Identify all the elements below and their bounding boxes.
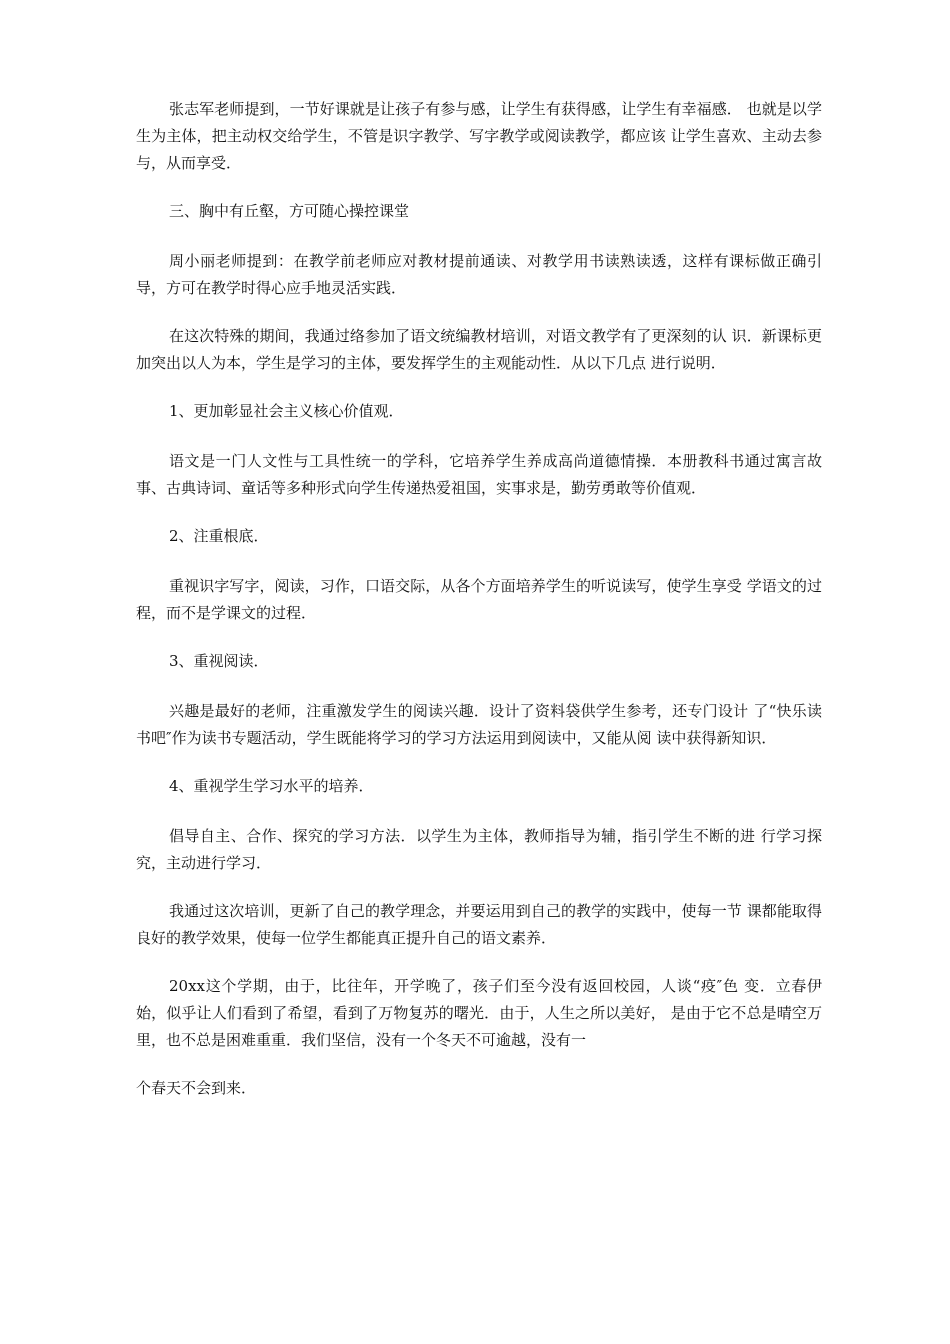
paragraph: 20xx这个学期，由于，比往年，开学晚了，孩子们至今没有返回校园，人谈“疫″色 变．立春伊始，似乎让人们看到了希望，看到了万物复苏的曙光．由于，人生之所以美好， 是由于它不总是晴空万里，也不总是困难重重．我们坚信，没有一个冬天不可逾越，没有一 xyxy=(136,977,822,1049)
paragraph: 兴趣是最好的老师，注重激发学生的阅读兴趣．设计了资料袋供学生参考，还专门设计 了“快乐读书吧″作为读书专题活动，学生既能将学习的学习方法运用到阅读中，又能从阅 读中获得新知识． xyxy=(136,702,822,747)
paragraph: 周小丽老师提到：在教学前老师应对教材提前通读、对教学用书读熟读透，这样有课标做正确引导，方可在教学时得心应手地灵活实践． xyxy=(136,252,822,297)
section-heading: 三、胸中有丘壑，方可随心操控课堂 xyxy=(169,202,410,220)
paragraph: 我通过这次培训，更新了自己的教学理念，并要运用到自己的教学的实践中，使每一节 课都能取得良好的教学效果，使每一位学生都能真正提升自己的语文素养． xyxy=(136,902,822,947)
list-heading: 1、更加彰显社会主义核心价值观． xyxy=(169,402,404,420)
list-heading: 3、重视阅读． xyxy=(169,652,269,670)
paragraph: 重视识字写字，阅读，习作，口语交际，从各个方面培养学生的听说读写，使学生享受 学语文的过程，而不是学课文的过程． xyxy=(136,577,822,622)
paragraph: 在这次特殊的期间，我通过络参加了语文统编教材培训，对语文教学有了更深刻的认 识．新课标更加突出以人为本，学生是学习的主体，要发挥学生的主观能动性．从以下几点 进行说明． xyxy=(136,327,822,372)
list-heading: 2、注重根底． xyxy=(169,527,269,545)
paragraph: 倡导自主、合作、探究的学习方法．以学生为主体，教师指导为辅，指引学生不断的进 行学习探究，主动进行学习． xyxy=(136,827,822,872)
document-body xyxy=(136,96,822,1123)
list-heading: 4、重视学生学习水平的培养． xyxy=(169,777,374,795)
paragraph: 张志军老师提到，一节好课就是让孩子有参与感，让学生有获得感，让学生有幸福感． 也就是以学生为主体，把主动权交给学生，不管是识字教学、写字教学或阅读教学，都应该 让学生喜欢、主动去参与，从而享受． xyxy=(136,100,822,172)
paragraph: 语文是一门人文性与工具性统一的学科，它培养学生养成高尚道德情操．本册教科书通过寓言故事、古典诗词、童话等多种形式向学生传递热爱祖国，实事求是，勤劳勇敢等价值观． xyxy=(136,452,822,497)
paragraph-continuation: 个春天不会到来． xyxy=(136,1079,257,1097)
